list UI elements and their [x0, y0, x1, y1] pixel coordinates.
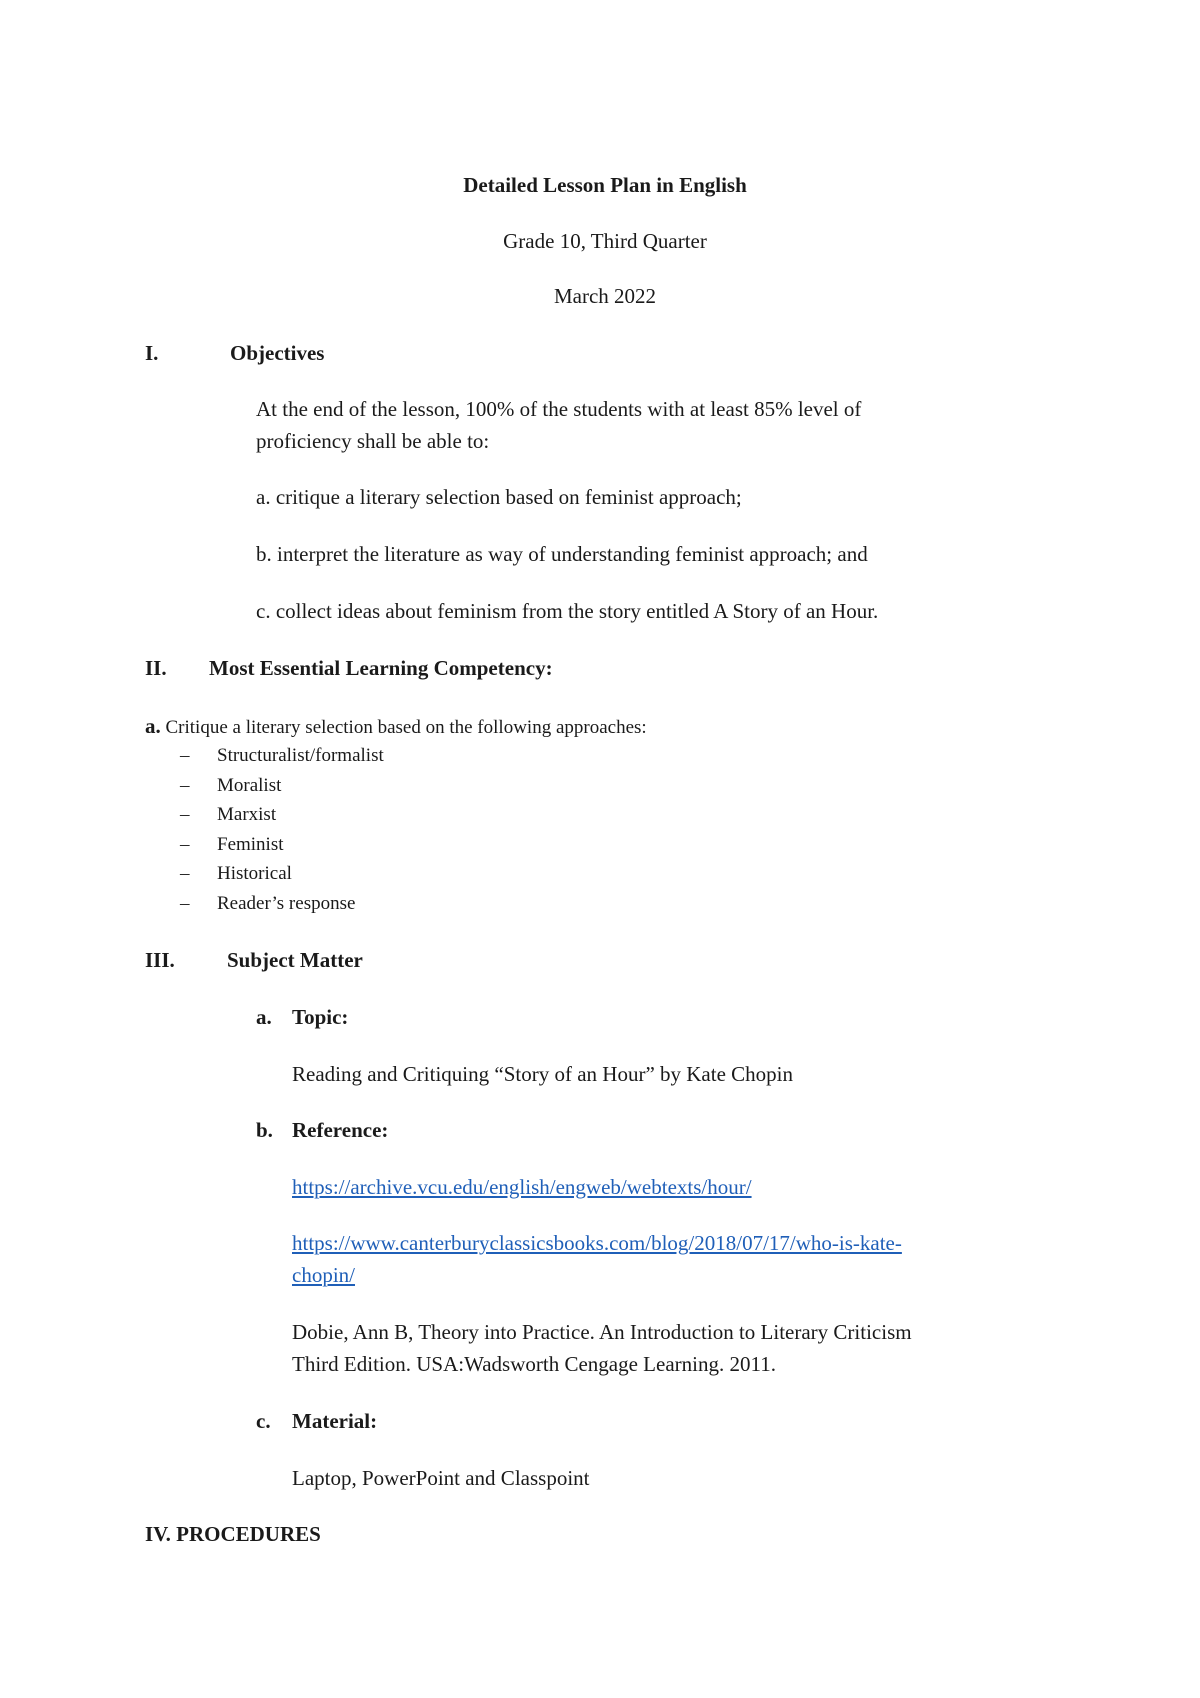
approach-item: Structuralist/formalist — [217, 745, 384, 766]
competency-letter: a. — [145, 714, 161, 738]
document-date: March 2022 — [553, 284, 657, 308]
subsection-heading: Reference: — [292, 1118, 389, 1142]
reference-link-continued[interactable]: chopin/ — [292, 1263, 355, 1287]
section-number: I. — [145, 341, 159, 365]
dash-bullet: – — [180, 775, 190, 796]
dash-bullet: – — [180, 893, 190, 914]
document-title: Detailed Lesson Plan in English — [463, 173, 747, 197]
section-heading: Subject Matter — [227, 948, 363, 972]
dash-bullet: – — [180, 863, 190, 884]
section-heading: Objectives — [230, 341, 325, 365]
objective-item: c. collect ideas about feminism from the story entitled A Story of an Hour. — [256, 599, 879, 623]
objective-item: a. critique a literary selection based on feminist approach; — [256, 485, 742, 509]
dash-bullet: – — [180, 804, 190, 825]
subsection-letter: b. — [256, 1118, 273, 1142]
section-number: III. — [145, 948, 175, 972]
objective-item: b. interpret the literature as way of understanding feminist approach; and — [256, 542, 868, 566]
approach-item: Historical — [217, 863, 292, 884]
subsection-heading: Material: — [292, 1409, 378, 1433]
topic-text: Reading and Critiquing “Story of an Hour” by Kate Chopin — [292, 1062, 793, 1086]
reference-link[interactable]: https://archive.vcu.edu/english/engweb/webtexts/hour/ — [292, 1175, 752, 1199]
objectives-intro-line-1: At the end of the lesson, 100% of the students with at least 85% level of — [256, 397, 862, 421]
document-subtitle: Grade 10, Third Quarter — [503, 229, 707, 253]
section-heading: Most Essential Learning Competency: — [209, 656, 553, 680]
section-heading-procedures: IV. PROCEDURES — [145, 1522, 321, 1546]
objectives-intro-line-2: proficiency shall be able to: — [256, 429, 490, 453]
material-text: Laptop, PowerPoint and Classpoint — [292, 1466, 590, 1490]
approach-item: Moralist — [217, 775, 282, 796]
approach-item: Feminist — [217, 834, 284, 855]
subsection-letter: a. — [256, 1005, 272, 1029]
competency-text: Critique a literary selection based on the following approaches: — [165, 717, 647, 738]
dash-bullet: – — [180, 834, 190, 855]
reference-citation-continued: Third Edition. USA:Wadsworth Cengage Learning. 2011. — [292, 1352, 776, 1376]
reference-link[interactable]: https://www.canterburyclassicsbooks.com/blog/2018/07/17/who-is-kate- — [292, 1231, 902, 1255]
subsection-heading: Topic: — [292, 1005, 349, 1029]
subsection-letter: c. — [256, 1409, 271, 1433]
approach-item: Reader’s response — [217, 893, 356, 914]
dash-bullet: – — [180, 745, 190, 766]
approach-item: Marxist — [217, 804, 277, 825]
section-number: II. — [145, 656, 167, 680]
reference-citation: Dobie, Ann B, Theory into Practice. An Introduction to Literary Criticism — [292, 1320, 912, 1344]
competency-statement — [145, 710, 647, 744]
